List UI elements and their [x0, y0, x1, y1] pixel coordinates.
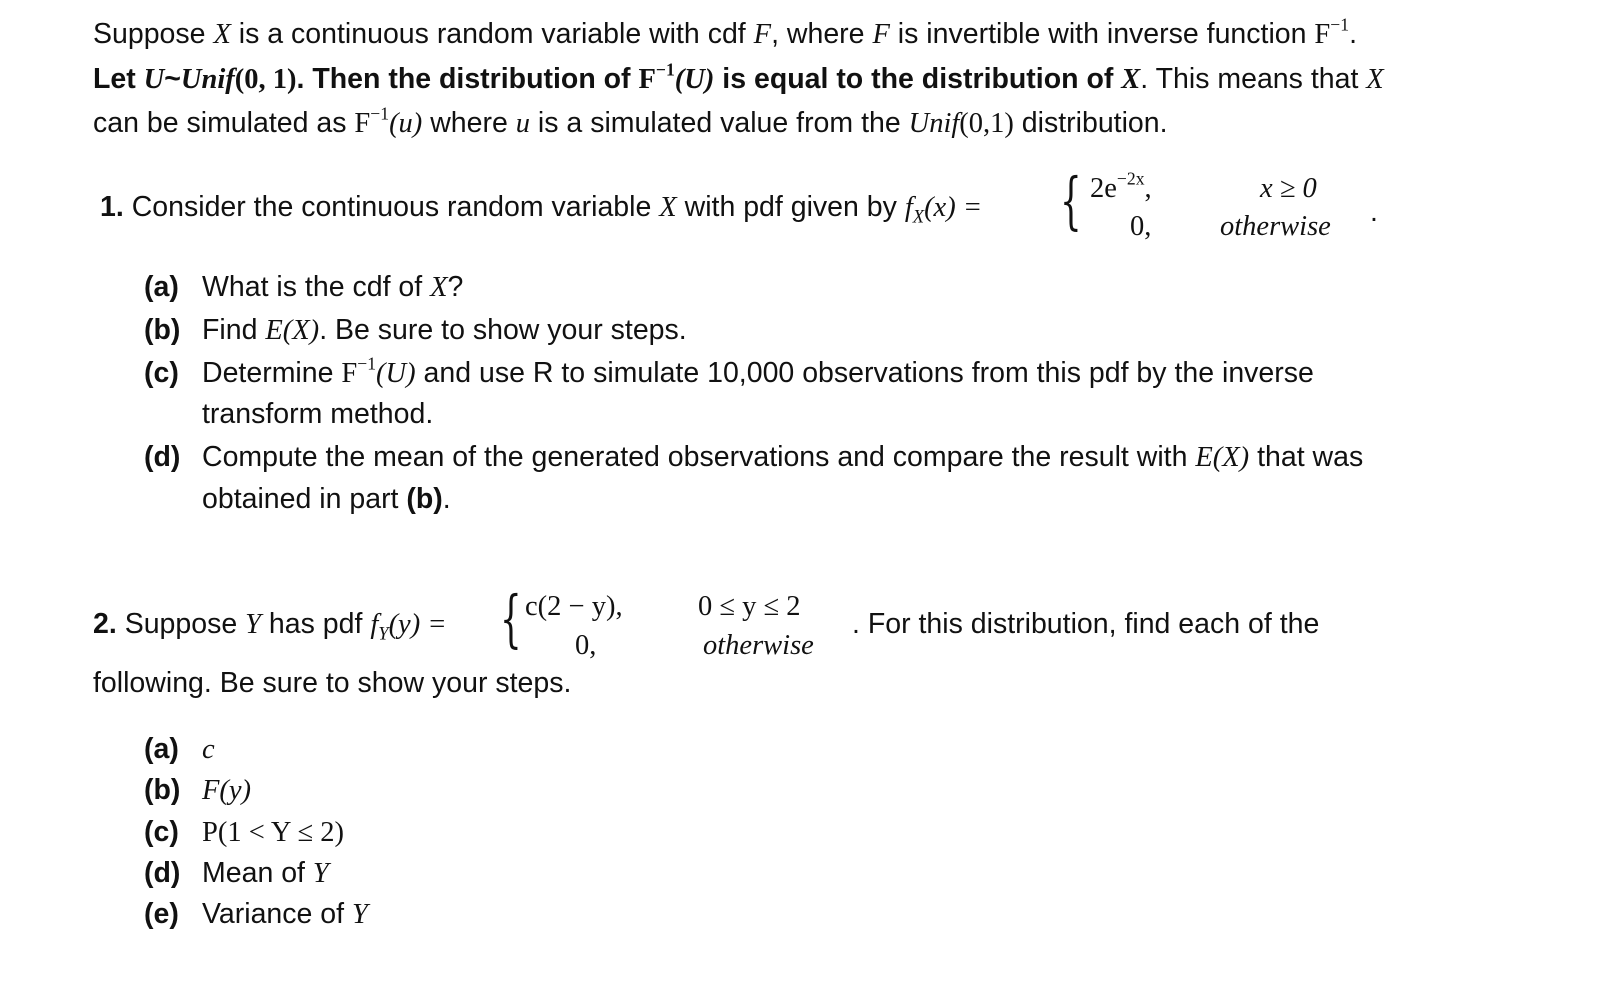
- q2-part-d: [144, 859, 329, 889]
- q1-part-c-cont: [202, 400, 433, 429]
- text: with pdf given by: [676, 191, 905, 223]
- part-label: (d): [144, 441, 181, 473]
- q1-part-c: [144, 353, 1314, 389]
- text: . Then the distribution of: [296, 63, 639, 95]
- part-label: (c): [144, 816, 179, 848]
- math: P(1 < Y ≤ 2): [202, 817, 345, 848]
- math: F(y): [202, 775, 252, 806]
- text: can be simulated as: [93, 107, 355, 139]
- text: ,: [1144, 173, 1152, 204]
- math-f: f: [370, 609, 379, 640]
- q1-case1-expr: [1090, 168, 1152, 204]
- q2-part-c: [144, 818, 344, 848]
- math-sub: Y: [378, 623, 389, 645]
- math-finv: F: [638, 64, 656, 95]
- q1-part-b: [144, 316, 687, 346]
- math-exp: −1: [357, 353, 377, 374]
- math: (U): [376, 358, 416, 389]
- text: .: [852, 608, 860, 640]
- math-unif: Unif: [908, 108, 960, 139]
- math-x: X: [213, 19, 231, 50]
- text: (b): [406, 483, 443, 515]
- math-u: U: [143, 64, 165, 95]
- math-finv: F: [354, 108, 371, 139]
- question-number: 1.: [100, 191, 124, 223]
- q2-stem-line-2: [93, 669, 571, 698]
- q1-tail-dot: .: [1370, 196, 1378, 228]
- text: Suppose: [116, 608, 246, 640]
- text: Compute the mean of the generated observations and compare the result with: [202, 441, 1196, 473]
- math: X: [430, 272, 448, 303]
- text: is invertible with inverse function: [889, 18, 1315, 50]
- math-u: u: [515, 108, 531, 139]
- text: Find: [202, 314, 266, 346]
- q2-brace: {: [500, 582, 522, 655]
- text: Let: [93, 63, 144, 95]
- text: is equal to the distribution of: [714, 63, 1122, 95]
- q2-case1-cond: 0 ≤ y ≤ 2: [698, 591, 801, 622]
- math: Y: [312, 858, 329, 889]
- q2-part-b: [144, 776, 251, 806]
- math-unif: Unif: [180, 64, 235, 95]
- text: Suppose: [93, 18, 214, 50]
- text: .: [442, 483, 451, 515]
- text: What is the cdf of: [202, 271, 431, 303]
- text: has pdf: [261, 608, 371, 640]
- text: Consider the continuous random variable: [123, 191, 660, 223]
- text: is a simulated value from the: [530, 107, 909, 139]
- q1-stem: [100, 193, 982, 227]
- text: is a continuous random variable with cdf: [230, 18, 754, 50]
- math-exp: −1: [1330, 14, 1350, 35]
- q2-part-e: [144, 900, 368, 930]
- math-x: X: [659, 192, 677, 223]
- text: ~: [164, 63, 181, 95]
- text: .: [1349, 18, 1357, 50]
- math-exp: −1: [370, 103, 390, 124]
- math-u: (U): [674, 64, 715, 95]
- math-x: X: [1121, 64, 1141, 95]
- math-sub: X: [912, 206, 925, 228]
- intro-line-3: [93, 103, 1168, 139]
- q1-part-a: [144, 273, 463, 303]
- text: 2e: [1090, 173, 1117, 204]
- math-args: (0, 1): [234, 64, 297, 95]
- part-label: (a): [144, 271, 179, 303]
- part-label: (a): [144, 733, 179, 765]
- q1-case1-cond: x ≥ 0: [1260, 173, 1317, 204]
- math: E(X): [1195, 442, 1250, 473]
- intro-line-2: [93, 59, 1384, 95]
- part-label: (b): [144, 774, 181, 806]
- text: following. Be sure to show your steps.: [93, 667, 572, 699]
- math-arg: (y) =: [388, 609, 447, 640]
- math-arg: (x) =: [924, 192, 983, 223]
- part-label: (b): [144, 314, 181, 346]
- math-u: (u): [389, 108, 423, 139]
- q1-brace: {: [1060, 164, 1082, 237]
- math-y: Y: [245, 609, 261, 640]
- text: Variance of: [202, 898, 352, 930]
- text: distribution.: [1013, 107, 1168, 139]
- text: obtained in part: [202, 483, 407, 515]
- part-label: (c): [144, 357, 179, 389]
- text: transform method.: [202, 398, 434, 430]
- math: c: [202, 734, 215, 765]
- q2-part-a: [144, 735, 215, 765]
- q2-stem-tail: [852, 610, 1319, 639]
- text: and use R to simulate 10,000 observations from this pdf by the inverse: [415, 357, 1314, 389]
- math-finv: F: [1314, 19, 1331, 50]
- text: , where: [771, 18, 873, 50]
- math-exp: −1: [655, 59, 675, 80]
- math-f: F: [872, 19, 890, 50]
- intro-line-1: [93, 14, 1357, 50]
- part-label: (e): [144, 898, 179, 930]
- math-args: (0,1): [959, 108, 1014, 139]
- text: where: [422, 107, 516, 139]
- math: E(X): [265, 315, 320, 346]
- text: Determine: [202, 357, 342, 389]
- q1-part-d-cont: [202, 485, 451, 514]
- text: For this distribution, find each of the: [859, 608, 1320, 640]
- text: . Be sure to show your steps.: [319, 314, 687, 346]
- math-f: F: [753, 19, 772, 50]
- q2-case1-expr: c(2 − y),: [525, 591, 623, 622]
- q1-case2-cond: otherwise: [1220, 211, 1331, 242]
- text: Mean of: [202, 857, 313, 889]
- q1-part-d: [144, 443, 1363, 473]
- math-exp: −2x: [1116, 168, 1145, 189]
- question-number: 2.: [93, 608, 117, 640]
- text: . This means that: [1140, 63, 1367, 95]
- math: Y: [351, 899, 368, 930]
- math-f: f: [904, 192, 913, 223]
- text: ?: [447, 271, 464, 303]
- q1-case2-expr: 0,: [1130, 211, 1152, 242]
- text: that was: [1249, 441, 1364, 473]
- math-x: X: [1366, 64, 1384, 95]
- q2-stem: [93, 610, 447, 644]
- q2-case2-cond: otherwise: [703, 630, 814, 661]
- part-label: (d): [144, 857, 181, 889]
- q2-case2-expr: 0,: [575, 630, 597, 661]
- math: F: [341, 358, 358, 389]
